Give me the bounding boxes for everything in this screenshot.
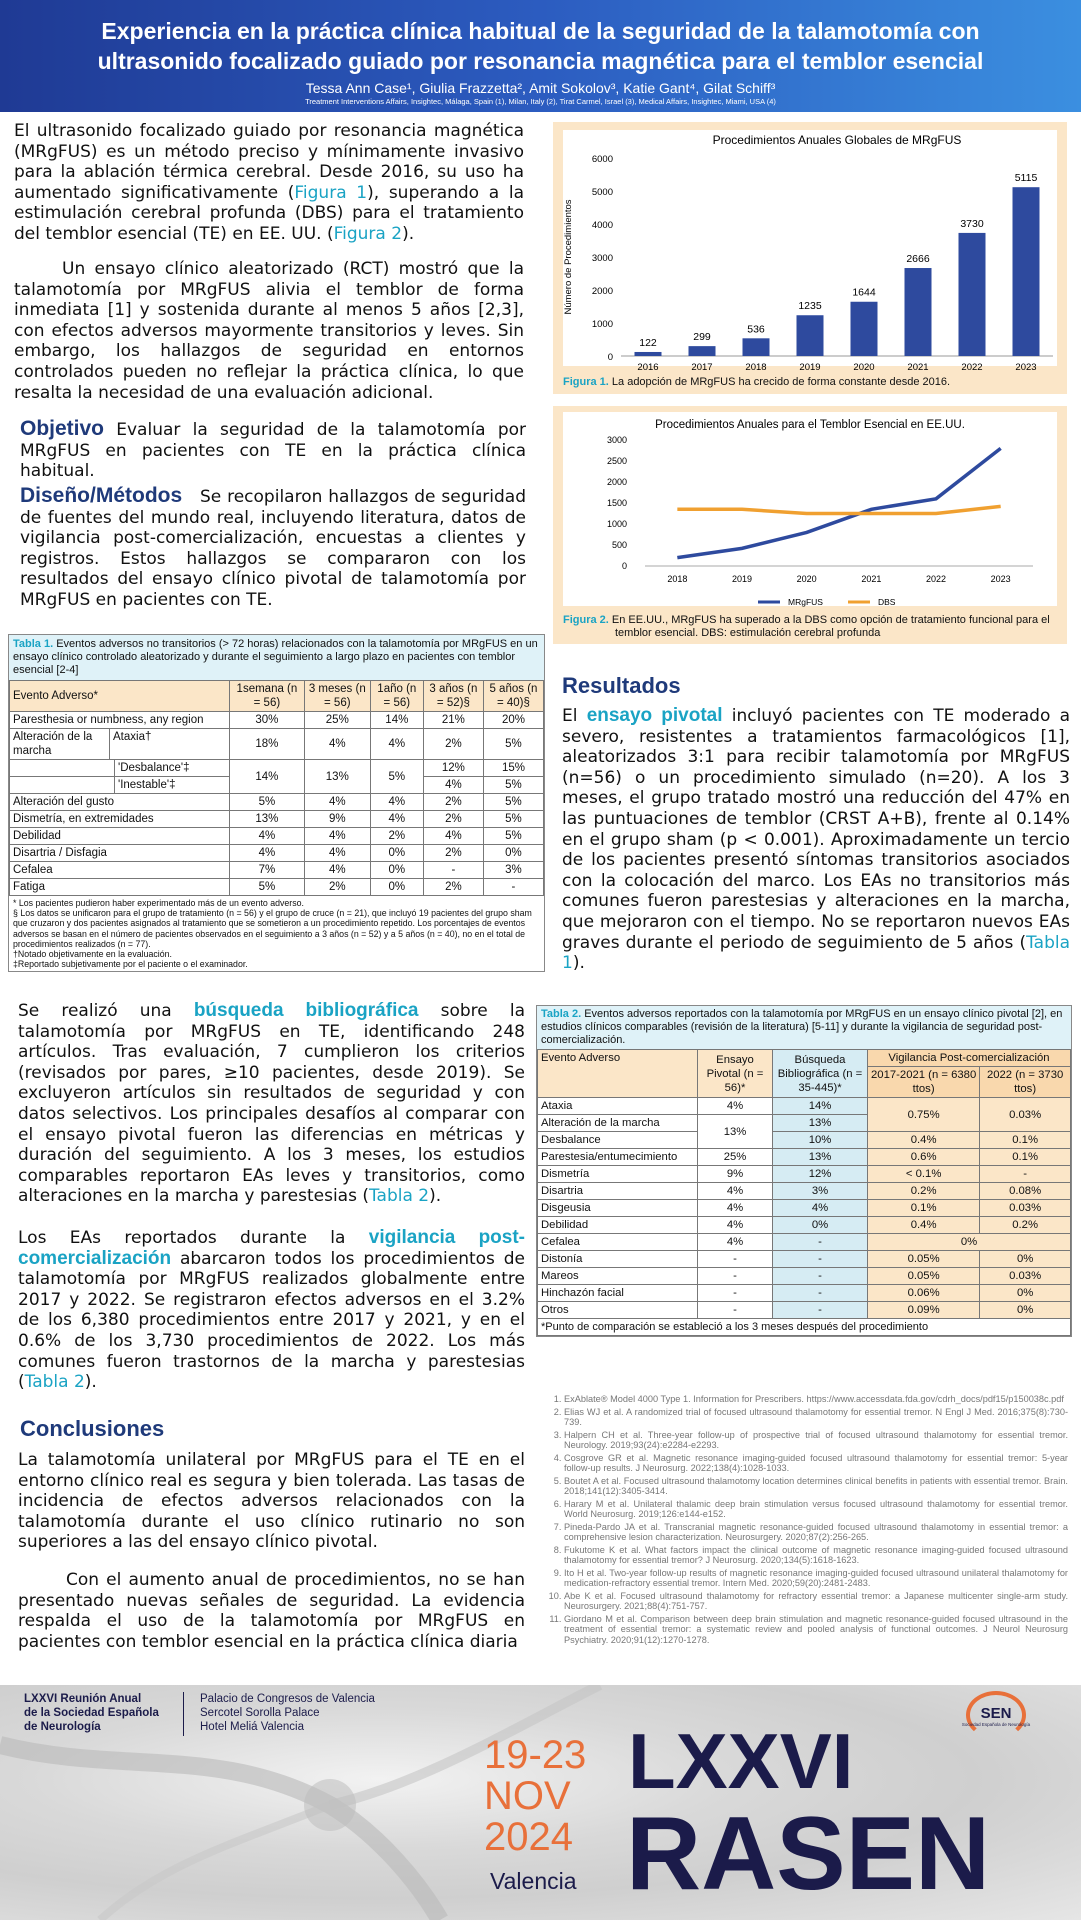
- bar-2023: [1013, 187, 1040, 356]
- data-label: 5115: [1014, 172, 1038, 185]
- x-tick-label: 2022: [925, 574, 947, 584]
- authors: Tessa Ann Case¹, Giulia Frazzetta², Amit Sokolov³, Katie Gant⁴, Gilat Schiff³: [305, 80, 776, 96]
- poster-title: Experiencia en la práctica clínica habitual de la seguridad de la talamotomía con ultrasonido focalizado guiado por resonancia magnética para el temblor esencial: [97, 18, 984, 74]
- busqueda-paragraph: Se realizó una búsqueda bibliográfica sobre la talamotomía por MRgFUS en TE, identificando 248 artículos. Tras evaluación, 7 cumplieron los criterios (revisados por pares, ≥10 pacientes, desde 2019). Se excluyeron artículos sin resultados de seguridad y con datos selectivos. Los principales desafíos al comparar con el ensayo pivotal fueron las diferencias en métricas y duración del seguimiento. A los 3 meses, los estudios comparables reportaron EAs leves y transitorios, como alteraciones en la marcha y parestesias (Tabla 2).: [18, 1000, 525, 1207]
- bar-2016: [635, 352, 662, 356]
- table-row: Disgeusia 4% 4% 0.1% 0.03%: [538, 1200, 1071, 1217]
- table-row: Alteración de la marcha Ataxia† 18% 4% 4% 2% 5%: [10, 729, 544, 760]
- metodos-text: Se recopilaron hallazgos de seguridad de fuentes del mundo real, incluyendo literatura, datos de vigilancia post-comercialización, encuestas a clientes y registros. Estos hallazgos se compararon con los resultados del ensayo clínico pivotal de talamotomía por MRgFUS en pacientes con TE.: [20, 487, 526, 610]
- tabla-1-grid: Evento Adverso* 1semana (n = 56) 3 meses (n = 56) 1año (n = 56) 3 años (n = 52)§ 5 años (n = 40)§ Paresthesia or numbness, any region 30% 25% 14% 21% 20% Alteración de la marcha Ataxia† 18% 4% 4% 2% 5% 'Desbalance'‡ 14% 13% 5% 12% 15% 'Inestable'‡ 4% 5% Alteración del gusto 5% 4% 4% 2% 5% Dismetría, en extremidades 13% 9% 4% 2% 5% Debilidad 4% 4% 2% 4% 5% Disartria / Disfagia 4% 4% 0% 2% 0% Cefalea 7% 4% 0% - 3% Fatiga 5% 2% 0% 2% -: [9, 680, 544, 896]
- x-tick-label: 2019: [731, 574, 753, 584]
- reference-item: 7. Pineda-Pardo JA et al. Transcranial magnetic resonance-guided focused ultrasound thalamotomy in essential tremor: a comprehensive lesion characterization. Neurosurgery. 2020;87(2):256-265.: [564, 1522, 1068, 1543]
- tabla-1-caption: Tabla 1. Eventos adversos no transitorios (> 72 horas) relacionados con la talamotomía por MRgFUS en un ensayo clínico controlado aleatorizado y durante el seguimiento a largo plazo en pacientes con temblor esencial [2-4]: [9, 635, 544, 680]
- y-tick-label: 0: [621, 561, 627, 571]
- tabla-2: [536, 1005, 1072, 1337]
- table-row: Desbalance 10% 0.4% 0.1%: [538, 1132, 1071, 1149]
- conclusiones-heading: Conclusiones: [20, 1416, 165, 1441]
- figure-1: [553, 122, 1067, 394]
- tabla-1-notes: * Los pacientes pudieron haber experimentado más de un evento adverso. § Los datos se unificaron para el grupo de tratamiento (n = 56) y el grupo de cruce (n = 21), que incluyó 19 pacientes del grupo sham que cruzaron y dos pacientes asignados al tratamiento que se sometieron a un procedimiento repetido. Los porcentajes de eventos adversos se basan en el número de pacientes observados en el seguimiento a 3 años (n = 52) y a 5 años (n = 40), no en el total de procedimientos realizados (n = 77). †Notado objetivamente en la evaluación. ‡Reportado subjetivamente por el paciente o el examinador.: [13, 898, 532, 970]
- x-tick-label: 2021: [907, 362, 929, 373]
- table-row: Debilidad 4% 0% 0.4% 0.2%: [538, 1217, 1071, 1234]
- table-row: Ataxia 4% 14% 0.75% 0.03%: [538, 1098, 1071, 1115]
- data-label: 122: [639, 336, 657, 349]
- table-row: Parestesia/entumecimiento 25% 13% 0.6% 0.1%: [538, 1149, 1071, 1166]
- table-row: Mareos - - 0.05% 0.03%: [538, 1268, 1071, 1285]
- figure-2-caption: Figura 2. En EE.UU., MRgFUS ha superado a la DBS como opción de tratamiento funcional para el temblor esencial. DBS: estimulación cerebral profunda: [563, 614, 1050, 639]
- bar-2019: [797, 315, 824, 356]
- resultados-heading: Resultados: [562, 673, 681, 698]
- y-tick-label: 2500: [606, 456, 627, 466]
- vigilancia-paragraph: Los EAs reportados durante la vigilancia post-comercialización abarcaron todos los procedimientos de talamotomía por MRgFUS realizados globalmente entre 2017 y 2022. Se registraron efectos adversos en el 3.2% de los 6,380 procedimientos entre 2017 y 2021, y en el 0.6% de los 3,730 procedimientos de 2022. Los más comunes fueron trastornos de la marcha y parestesias (Tabla 2).: [18, 1227, 526, 1393]
- metodos-section: [20, 486, 526, 611]
- x-tick-label: 2018: [667, 574, 688, 584]
- data-label: 1235: [798, 300, 822, 313]
- figure-2: [553, 406, 1067, 644]
- y-tick-label: 6000: [591, 154, 613, 165]
- chart-title: Procedimientos Anuales para el Temblor Esencial en EE.UU.: [655, 419, 965, 431]
- vigilancia-keyword: vigilancia post-comercialización: [18, 1227, 526, 1269]
- y-tick-label: 1500: [606, 498, 627, 508]
- table-row: 'Inestable'‡ 4% 5%: [10, 777, 544, 794]
- intro-paragraph-1: El ultrasonido focalizado guiado por resonancia magnética (MRgFUS) es un método preciso y mínimamente invasivo para la ablación térmica cerebral. Desde 2016, su uso ha aumentado significativamente (Figura 1), superando a la estimulación cerebral profunda (DBS) para el tratamiento del temblor esencial (TE) en EE. UU. (Figura 2).: [14, 121, 524, 244]
- bar-2020: [851, 302, 878, 356]
- objetivo-heading: Objetivo: [20, 417, 105, 440]
- table-row: Cefalea 4% - 0%: [538, 1234, 1071, 1251]
- footer-meeting-name: LXXVI Reunión Anual de la Sociedad Española de Neurología: [24, 1693, 159, 1733]
- bar-2022: [959, 233, 986, 356]
- y-tick-label: 1000: [606, 519, 627, 529]
- busqueda-keyword: búsqueda bibliográfica: [193, 1000, 419, 1021]
- y-tick-label: 2000: [606, 477, 627, 487]
- tabla-1: [8, 634, 545, 972]
- x-tick-label: 2021: [861, 574, 882, 584]
- x-tick-label: 2016: [637, 362, 659, 373]
- footer-venues: Palacio de Congresos de Valencia Sercotel Sorolla Palace Hotel Meliá Valencia: [200, 1693, 375, 1733]
- y-tick-label: 3000: [606, 435, 627, 445]
- figure-1-chart: [553, 122, 1067, 374]
- footer-divider: [183, 1692, 184, 1736]
- figure-1-caption: Figura 1. La adopción de MRgFUS ha crecido de forma constante desde 2016.: [563, 376, 951, 388]
- table-row: Disartria / Disfagia 4% 4% 0% 2% 0%: [10, 845, 544, 862]
- references-list: [540, 1394, 1068, 1647]
- reference-item: 8. Fukutome K et al. What factors impact the clinical outcome of magnetic resonance imaging-guided focused ultrasound thalamotomy for essential tremor? J Neurosurg. 2020;134(5):1618-1623.: [564, 1545, 1068, 1566]
- x-tick-label: 2020: [796, 574, 817, 584]
- footer-lxxvi: LXXVI: [628, 1717, 854, 1805]
- legend-label: DBS: [878, 597, 896, 607]
- tabla-2-caption: Tabla 2. Eventos adversos reportados con la talamotomía por MRgFUS en un ensayo clínico pivotal [2], en estudios clínicos comparables (revisión de la literatura) [5-11] y durante la vigilancia de seguridad post-comercialización.: [537, 1006, 1071, 1049]
- data-label: 3730: [960, 217, 984, 230]
- chart-title: Procedimientos Anuales Globales de MRgFUS: [712, 133, 962, 147]
- table-row: Distonía - - 0.05% 0%: [538, 1251, 1071, 1268]
- poster-header: [0, 0, 1081, 112]
- footer-city: Valencia: [490, 1868, 577, 1894]
- y-tick-label: 4000: [591, 220, 613, 231]
- table-row: Fatiga 5% 2% 0% 2% -: [10, 879, 544, 896]
- congress-footer: [0, 1685, 1081, 1920]
- table-row: 'Desbalance'‡ 14% 13% 5% 12% 15%: [10, 760, 544, 777]
- legend-label: MRgFUS: [788, 597, 823, 607]
- tabla-2-grid: Evento Adverso Ensayo Pivotal (n = 56)* Búsqueda Bibliográfica (n = 35-445)* Vigilancia Post-comercialización 2017-2021 (n = 6380 ttos) 2022 (n = 3730 ttos) Ataxia 4% 14% 0.75% 0.03% Alteración de la marcha 13% 13% Desbalance 10% 0.4% 0.1% Parestesia/entumecimiento 25% 13% 0.6% 0.1% Dismetría 9% 12% < 0.1% - Disartria 4% 3% 0.2% 0.08% Disgeusia 4% 4% 0.1% 0.03% Debilidad 4% 0% 0.4% 0.2% Cefalea 4% - 0% Distonía - - 0.05% 0% Mareos - - 0.05% 0.03% Hinchazón facial - - 0.06% 0% Otros - - 0.09% 0% *Punto de comparación se estableció a los 3 meses después del procedimiento: [537, 1049, 1071, 1336]
- figure-2-chart: [553, 406, 1067, 610]
- table-row: Otros - - 0.09% 0%: [538, 1302, 1071, 1319]
- bar-2017: [689, 346, 716, 356]
- reference-item: 3. Halpern CH et al. Three-year follow-up of prospective trial of focused ultrasound thalamotomy for essential tremor. Neurology. 2019;93(24):e2284-e2293.: [564, 1430, 1068, 1451]
- data-label: 1644: [852, 286, 876, 299]
- tabla-2-link[interactable]: Tabla 2: [368, 1186, 430, 1207]
- reference-item: 4. Cosgrove GR et al. Magnetic resonance imaging-guided focused ultrasound thalamotomy for essential tremor: 5-year follow-up results. J Neurosurg. 2022;138(4):1028-1033.: [564, 1453, 1068, 1474]
- footer-rasen: RASEN: [626, 1796, 991, 1912]
- reference-item: 6. Harary M et al. Unilateral thalamic deep brain stimulation versus focused ultrasound thalamotomy for essential tremor. World Neurosurg. 2019;126:e144-e152.: [564, 1499, 1068, 1520]
- resultados-paragraph: El ensayo pivotal incluyó pacientes con TE moderado a severo, resistentes a tratamientos farmacológicos [1], aleatorizados 3:1 para recibir talamotomía por MRgFUS (n=56) o un procedimiento simulado (n=20). A los 3 meses, el grupo tratado mostró una reducción del 47% en las puntuaciones de temblor (CRST A+B), frente al 0.14% en el grupo sham (p < 0.001). Aproximadamente un tercio de los pacientes presentó síntomas transitorios asociados con la colocación del marco. Los EAs no transitorios más comunes fueron parestesias y alteraciones en la marcha, que mejoraron con el tiempo. No se reportaron nuevos EAs graves durante el periodo de seguimiento de 5 años (Tabla 1).: [562, 705, 1070, 974]
- table-row: Alteración de la marcha 13% 13%: [538, 1115, 1071, 1132]
- y-tick-label: 0: [607, 352, 613, 363]
- y-tick-label: 500: [611, 540, 627, 550]
- data-label: 299: [693, 331, 711, 344]
- x-tick-label: 2023: [990, 574, 1011, 584]
- table-row: Alteración del gusto 5% 4% 4% 2% 5%: [10, 794, 544, 811]
- conclusiones-paragraph-2: Con el aumento anual de procedimientos, no se han presentado nuevas señales de seguridad. La evidencia respalda el uso de la talamotomía por MRgFUS en pacientes con temblor esencial en la práctica clínica diaria: [18, 1570, 525, 1652]
- reference-item: 2. Elias WJ et al. A randomized trial of focused ultrasound thalamotomy for essential tremor. N Engl J Med. 2016;375(8):730-739.: [564, 1407, 1068, 1428]
- objetivo-section: [20, 419, 526, 482]
- objetivo-text: Evaluar la seguridad de la talamotomía por MRgFUS en pacientes con TE en la práctica clínica habitual.: [20, 420, 526, 482]
- table-row: Paresthesia or numbness, any region 30% 25% 14% 21% 20%: [10, 712, 544, 729]
- bar-2021: [905, 268, 932, 356]
- reference-item: 11. Giordano M et al. Comparison between deep brain stimulation and magnetic resonance-guided focused ultrasound in the treatment of essential tremor: a systematic review and pooled analysis of functional outcomes. J Neurol Neurosurg Psychiatry. 2020;91(12):1270-1278.: [564, 1614, 1068, 1646]
- affiliations: Treatment Interventions Affairs, Insightec, Málaga, Spain (1), Milan, Italy (2), Tirat Carmel, Israel (3), Medical Affairs, Insightec, Miami, USA (4): [305, 97, 776, 106]
- table-row: Hinchazón facial - - 0.06% 0%: [538, 1285, 1071, 1302]
- data-label: 536: [747, 323, 765, 336]
- footer-dates: 19-23 NOV 2024: [484, 1733, 587, 1859]
- reference-item: 1. ExAblate® Model 4000 Type 1. Information for Prescribers. https://www.accessdata.fda.gov/cdrh_docs/pdf15/p150038c.pdf: [564, 1394, 1068, 1405]
- bar-2018: [743, 338, 770, 356]
- conclusiones-paragraph-1: La talamotomía unilateral por MRgFUS para el TE en el entorno clínico real es segura y bien tolerada. Las tasas de incidencia de efectos adversos relacionados con la talamotomía durante el uso clínico rutinario no son superiores a las del ensayo clínico pivotal.: [18, 1450, 525, 1553]
- table-row: Debilidad 4% 4% 2% 4% 5%: [10, 828, 544, 845]
- tabla-1-link[interactable]: Tabla 1: [562, 932, 1070, 974]
- x-tick-label: 2019: [799, 362, 821, 373]
- y-tick-label: 2000: [591, 286, 613, 297]
- x-tick-label: 2018: [745, 362, 767, 373]
- y-tick-label: 5000: [591, 187, 613, 198]
- figure-1-link[interactable]: Figura 1: [294, 182, 368, 203]
- table-row: Dismetría 9% 12% < 0.1% -: [538, 1166, 1071, 1183]
- tabla-2-note: *Punto de comparación se estableció a los 3 meses después del procedimiento: [538, 1319, 1071, 1336]
- table-row: Disartria 4% 3% 0.2% 0.08%: [538, 1183, 1071, 1200]
- reference-item: 5. Boutet A et al. Focused ultrasound thalamotomy location determines clinical benefits in patients with essential tremor. Brain. 2018;141(12):3405-3414.: [564, 1476, 1068, 1497]
- reference-item: 10. Abe K et al. Focused ultrasound thalamotomy for refractory essential tremor: a Japanese multicenter single-arm study. Neurosurgery. 2021;88(4):751-757.: [564, 1591, 1068, 1612]
- x-tick-label: 2017: [691, 362, 713, 373]
- intro-paragraph-2: Un ensayo clínico aleatorizado (RCT) mostró que la talamotomía por MRgFUS alivia el temblor de forma inmediata [1] y sostenida durante al menos 5 años [2,3], con efectos adversos mayormente transitorios y leves. Sin embargo, los hallazgos de seguridad en entornos controlados pueden no reflejar la práctica clínica, lo que resalta la necesidad de una evaluación adicional.: [14, 259, 524, 403]
- ensayo-pivotal-keyword: ensayo pivotal: [586, 705, 723, 726]
- y-axis-label: Número de Procedimientos: [563, 199, 574, 315]
- x-tick-label: 2023: [1015, 362, 1037, 373]
- table-row: Dismetría, en extremidades 13% 9% 4% 2% 5%: [10, 811, 544, 828]
- sen-logo: SEN Sociedad Española de Neurología: [966, 1691, 1026, 1739]
- table-row: Cefalea 7% 4% 0% - 3%: [10, 862, 544, 879]
- x-tick-label: 2022: [961, 362, 983, 373]
- x-tick-label: 2020: [853, 362, 875, 373]
- y-tick-label: 3000: [591, 253, 613, 264]
- metodos-heading: Diseño/Métodos: [20, 484, 183, 507]
- reference-item: 9. Ito H et al. Two-year follow-up results of magnetic resonance imaging-guided focused ultrasound unilateral thalamotomy for medication-refractory essential tremor. Intern Med. 2020;59(20):2481-2483.: [564, 1568, 1068, 1589]
- y-tick-label: 1000: [591, 319, 613, 330]
- tabla-2-link[interactable]: Tabla 2: [24, 1372, 85, 1393]
- figure-2-link[interactable]: Figura 2: [333, 223, 403, 244]
- data-label: 2666: [906, 253, 930, 266]
